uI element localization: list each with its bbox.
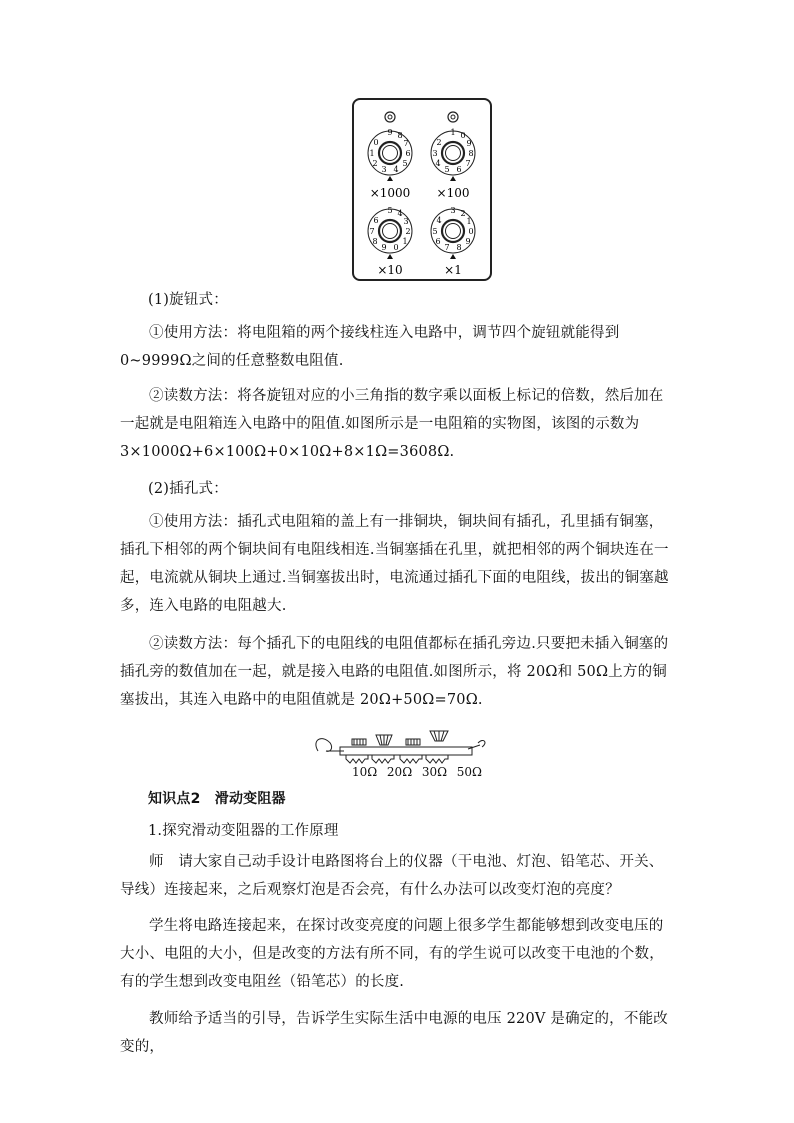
svg-text:5: 5: [432, 227, 438, 236]
knob-x10: [368, 206, 412, 259]
svg-text:4: 4: [435, 159, 441, 168]
plug-label-20: 20Ω: [386, 765, 413, 779]
section1-usage: ①使用方法：将电阻箱的两个接线柱连入电路中，调节四个旋钮就能得到 0~9999Ω之间的任意整数电阻值.: [120, 325, 620, 369]
svg-text:7: 7: [369, 227, 375, 236]
svg-text:1: 1: [369, 149, 375, 158]
svg-text:0: 0: [468, 227, 474, 236]
svg-text:4: 4: [397, 209, 403, 218]
svg-text:5: 5: [387, 206, 393, 215]
svg-text:1: 1: [450, 128, 456, 137]
plug-label-10: 10Ω: [352, 765, 378, 779]
svg-text:3: 3: [450, 206, 456, 215]
svg-text:0: 0: [373, 138, 379, 147]
svg-text:3: 3: [403, 217, 409, 226]
svg-text:6: 6: [373, 216, 379, 225]
svg-text:0: 0: [393, 243, 399, 252]
svg-text:2: 2: [460, 209, 466, 218]
multiplier-x1: ×1: [444, 263, 462, 277]
section2-usage: ①使用方法：插孔式电阻箱的盖上有一排铜块，铜块间有插孔，孔里插有铜塞，插孔下相邻的两个铜块间有电阻线相连.当铜塞插在孔里，就把相邻的两个铜块连在一起，电流就从铜块上通过.当铜塞拔出时，电流通过插孔下面的电阻线，拔出的铜塞越多，连入电路的电阻越大.: [120, 514, 669, 614]
svg-text:6: 6: [405, 149, 411, 158]
svg-text:2: 2: [372, 159, 378, 168]
svg-text:7: 7: [465, 159, 471, 168]
terminal-left: [385, 112, 395, 122]
svg-text:8: 8: [372, 237, 378, 246]
svg-text:1: 1: [466, 217, 472, 226]
svg-text:3: 3: [381, 165, 387, 174]
multiplier-x100: ×100: [436, 186, 470, 200]
multiplier-x1000: ×1000: [369, 186, 411, 200]
plug-label-30: 30Ω: [421, 765, 448, 779]
knob-x100: [431, 128, 475, 181]
svg-text:0: 0: [460, 131, 466, 140]
knowledge2-heading: 知识点2 滑动变阻器: [148, 791, 286, 807]
plug-labels: [352, 765, 482, 779]
svg-text:3: 3: [432, 149, 438, 158]
svg-text:4: 4: [393, 165, 399, 174]
svg-text:9: 9: [465, 237, 471, 246]
svg-text:7: 7: [444, 243, 450, 252]
knob-x1000: [368, 128, 412, 181]
svg-text:4: 4: [436, 216, 442, 225]
resistance-box-figure: [352, 98, 492, 281]
svg-text:7: 7: [403, 139, 409, 148]
knowledge2-p3: 教师给予适当的引导，告诉学生实际生活中电源的电压 220V 是确定的，不能改变的，: [120, 1011, 668, 1055]
svg-text:5: 5: [444, 165, 450, 174]
knob-x1: [431, 206, 475, 259]
svg-text:2: 2: [405, 227, 411, 236]
section2-title: (2)插孔式：: [148, 481, 228, 497]
svg-text:9: 9: [387, 128, 393, 137]
section1-title: (1)旋钮式：: [148, 292, 228, 308]
svg-text:8: 8: [397, 131, 403, 140]
resistance-box-drawing: [354, 100, 494, 283]
svg-text:9: 9: [466, 139, 472, 148]
knowledge2-p1: 师 请大家自己动手设计电路图将台上的仪器（干电池、灯泡、铅笔芯、开关、导线）连接起来，之后观察灯泡是否会亮，有什么办法可以改变灯泡的亮度？: [120, 854, 664, 898]
svg-text:5: 5: [402, 159, 408, 168]
multiplier-x10: ×10: [377, 263, 403, 277]
svg-text:8: 8: [456, 243, 462, 252]
svg-text:9: 9: [381, 243, 387, 252]
plug-resistance-box-figure: [310, 727, 490, 785]
svg-text:6: 6: [456, 165, 462, 174]
svg-text:8: 8: [468, 149, 474, 158]
knowledge2-sub: 1.探究滑动变阻器的工作原理: [148, 823, 339, 839]
section1-reading: ②读数方法：将各旋钮对应的小三角指的数字乘以面板上标记的倍数，然后加在一起就是电阻箱连入电路中的阻值.如图所示是一电阻箱的实物图，该图的示数为 3×1000Ω+6×100Ω+0×10Ω+8×1Ω=3608Ω.: [120, 388, 664, 460]
section2-reading: ②读数方法：每个插孔下的电阻线的电阻值都标在插孔旁边.只要把未插入铜塞的插孔旁的数值加在一起，就是接入电路的电阻值.如图所示，将 20Ω和 50Ω上方的铜塞拔出，其连入电路中的电阻值就是 20Ω+50Ω=70Ω.: [120, 636, 669, 708]
knowledge2-p2: 学生将电路连接起来，在探讨改变亮度的问题上很多学生都能够想到改变电压的大小、电阻的大小，但是改变的方法有所不同，有的学生说可以改变干电池的个数，有的学生想到改变电阻丝（铅笔芯）的长度.: [120, 918, 664, 990]
svg-text:2: 2: [436, 138, 442, 147]
svg-text:1: 1: [402, 237, 408, 246]
svg-text:6: 6: [435, 237, 441, 246]
plug-label-50: 50Ω: [456, 765, 482, 779]
terminal-right: [448, 112, 458, 122]
